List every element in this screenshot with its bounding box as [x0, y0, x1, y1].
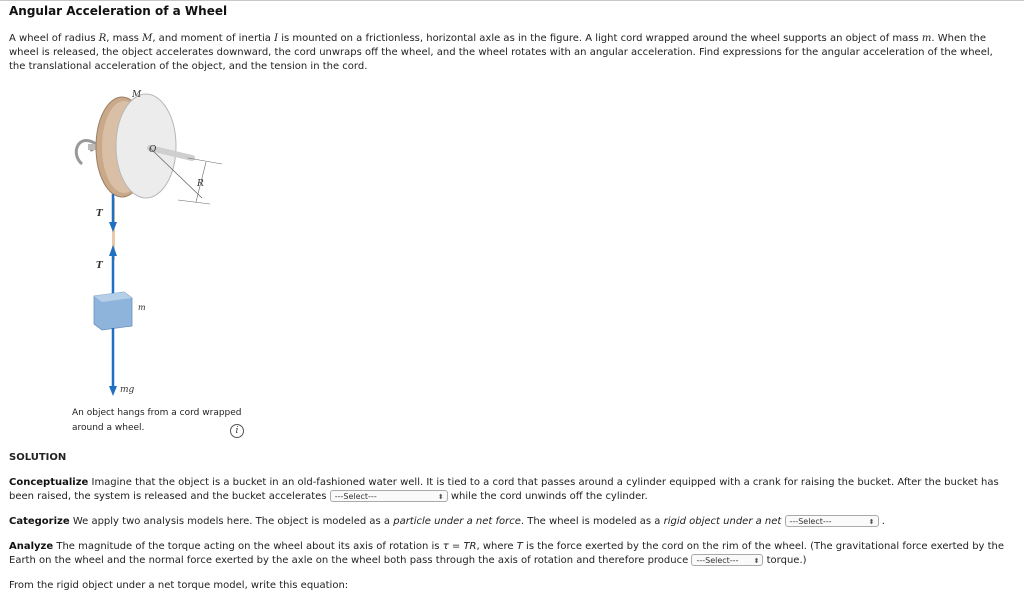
model-select[interactable]: ---Select--- ⬍ — [785, 515, 879, 527]
label-T-upper: T — [96, 209, 103, 219]
wheel-figure — [60, 82, 260, 412]
conceptualize-paragraph: Conceptualize Imagine that the object is a bucket in an old-fashioned water well. It is tied to a cord that passes around a cylinder equipped with a crank for raising the bucket. After the bucket has been raised, the system is released and the bucket accelerates ---Select--- ⬍ while the cord unwinds off the cylinder. — [9, 477, 999, 502]
tension-arrow-down-head — [109, 222, 117, 232]
label-O: O — [149, 145, 157, 155]
solution-heading: SOLUTION — [9, 452, 67, 463]
label-T-lower: T — [96, 261, 103, 271]
label-R: R — [197, 179, 204, 189]
wheel-face — [116, 94, 176, 198]
tension-arrow-up-head — [109, 245, 117, 256]
analyze-paragraph: Analyze The magnitude of the torque acting on the wheel about its axis of rotation is τ = TR, where T is the force exerted by the cord on the rim of the wheel. (The gravitational force exerted by the Earth on the wheel and the normal force exerted by the axle on the wheel both pass through the axis of rotation and therefore produce ---Select--- ⬍ torque.) — [9, 541, 1005, 566]
weight-arrow-head — [109, 386, 117, 396]
label-m: m — [138, 303, 146, 312]
label-M: M — [132, 90, 142, 100]
problem-statement: A wheel of radius R, mass M, and moment of inertia I is mounted on a frictionless, horizontal axle as in the figure. A light cord wrapped around the wheel supports an object of mass m. When the wheel is released, the object accelerates downward, the cord unwraps off the wheel, and the wheel rotates with an angular acceleration. Find expressions for the angular acceleration of the wheel, the translational acceleration of the object, and the tension in the cord. — [9, 33, 993, 72]
label-mg: mg — [120, 385, 135, 395]
info-icon[interactable]: i — [230, 424, 244, 438]
dimension-line-bottom — [178, 200, 210, 204]
page-title: Angular Acceleration of a Wheel — [9, 4, 228, 18]
categorize-paragraph: Categorize We apply two analysis models here. The object is modeled as a particle under a net force. The wheel is modeled as a rigid object under a net ---Select--- ⬍ . — [9, 516, 885, 527]
top-divider — [0, 0, 1024, 1]
figure-caption: An object hangs from a cord wrapped around a wheel. — [72, 408, 242, 433]
torque-select[interactable]: ---Select--- ⬍ — [691, 554, 763, 566]
dimension-line-top — [188, 158, 222, 164]
direction-select[interactable]: ---Select--- ⬍ — [330, 490, 448, 502]
footer-instruction: From the rigid object under a net torque model, write this equation: — [9, 580, 349, 591]
